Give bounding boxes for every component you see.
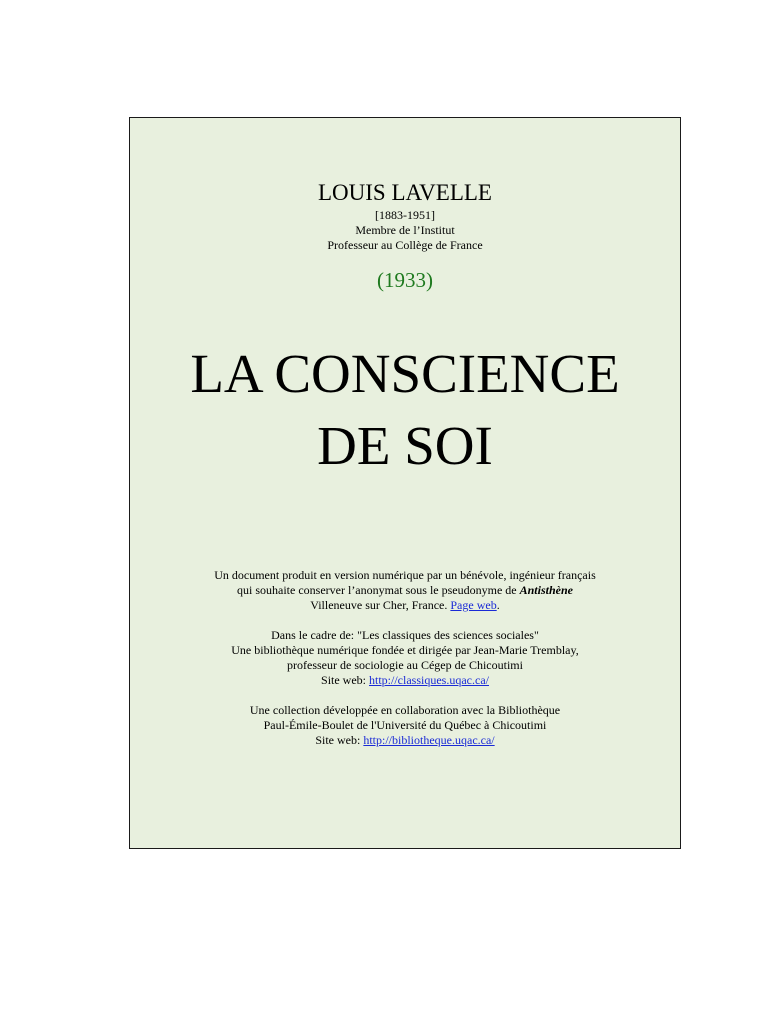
producer-location: Villeneuve sur Cher, France. xyxy=(310,598,448,612)
author-role-college: Professeur au Collège de France xyxy=(327,238,483,252)
collection-line-1: Dans le cadre de: "Les classiques des sciences sociales" xyxy=(271,628,539,642)
collection-line-3: professeur de sociologie au Cégep de Chicoutimi xyxy=(287,658,523,672)
producer-line-3 xyxy=(130,598,680,613)
library-site-label: Site web: xyxy=(315,733,361,747)
credits-library xyxy=(130,703,680,748)
producer-line-2 xyxy=(130,583,680,598)
producer-line-1: Un document produit en version numérique par un bénévole, ingénieur français xyxy=(214,568,596,582)
classiques-site-link[interactable]: http://classiques.uqac.ca/ xyxy=(369,673,489,687)
producer-line-2-text: qui souhaite conserver l’anonymat sous le pseudonyme de xyxy=(237,583,517,597)
book-title-line-2: DE SOI xyxy=(317,415,493,476)
pseudonym: Antisthène xyxy=(519,583,573,597)
library-site-line xyxy=(130,733,680,748)
book-title xyxy=(130,338,680,482)
collection-line-2: Une bibliothèque numérique fondée et dirigée par Jean-Marie Tremblay, xyxy=(231,643,579,657)
producer-line-3-period: . xyxy=(496,598,500,612)
collection-site-label: Site web: xyxy=(321,673,367,687)
bibliotheque-site-link[interactable]: http://bibliotheque.uqac.ca/ xyxy=(363,733,495,747)
page-web-link[interactable]: Page web xyxy=(450,598,497,612)
author-role-institut: Membre de l’Institut xyxy=(355,223,455,237)
library-line-1: Une collection développée en collaboration avec la Bibliothèque xyxy=(249,703,561,717)
book-title-line-1: LA CONSCIENCE xyxy=(190,343,620,404)
credits-collection xyxy=(130,628,680,688)
author-details xyxy=(130,208,680,253)
publication-year: (1933) xyxy=(377,268,433,292)
author-dates: [1883-1951] xyxy=(375,208,435,222)
cover-page xyxy=(129,117,681,849)
credits-producer xyxy=(130,568,680,613)
author-name: LOUIS LAVELLE xyxy=(318,180,492,205)
library-line-2: Paul-Émile-Boulet de l'Université du Québec à Chicoutimi xyxy=(263,718,547,732)
collection-site-line xyxy=(130,673,680,688)
